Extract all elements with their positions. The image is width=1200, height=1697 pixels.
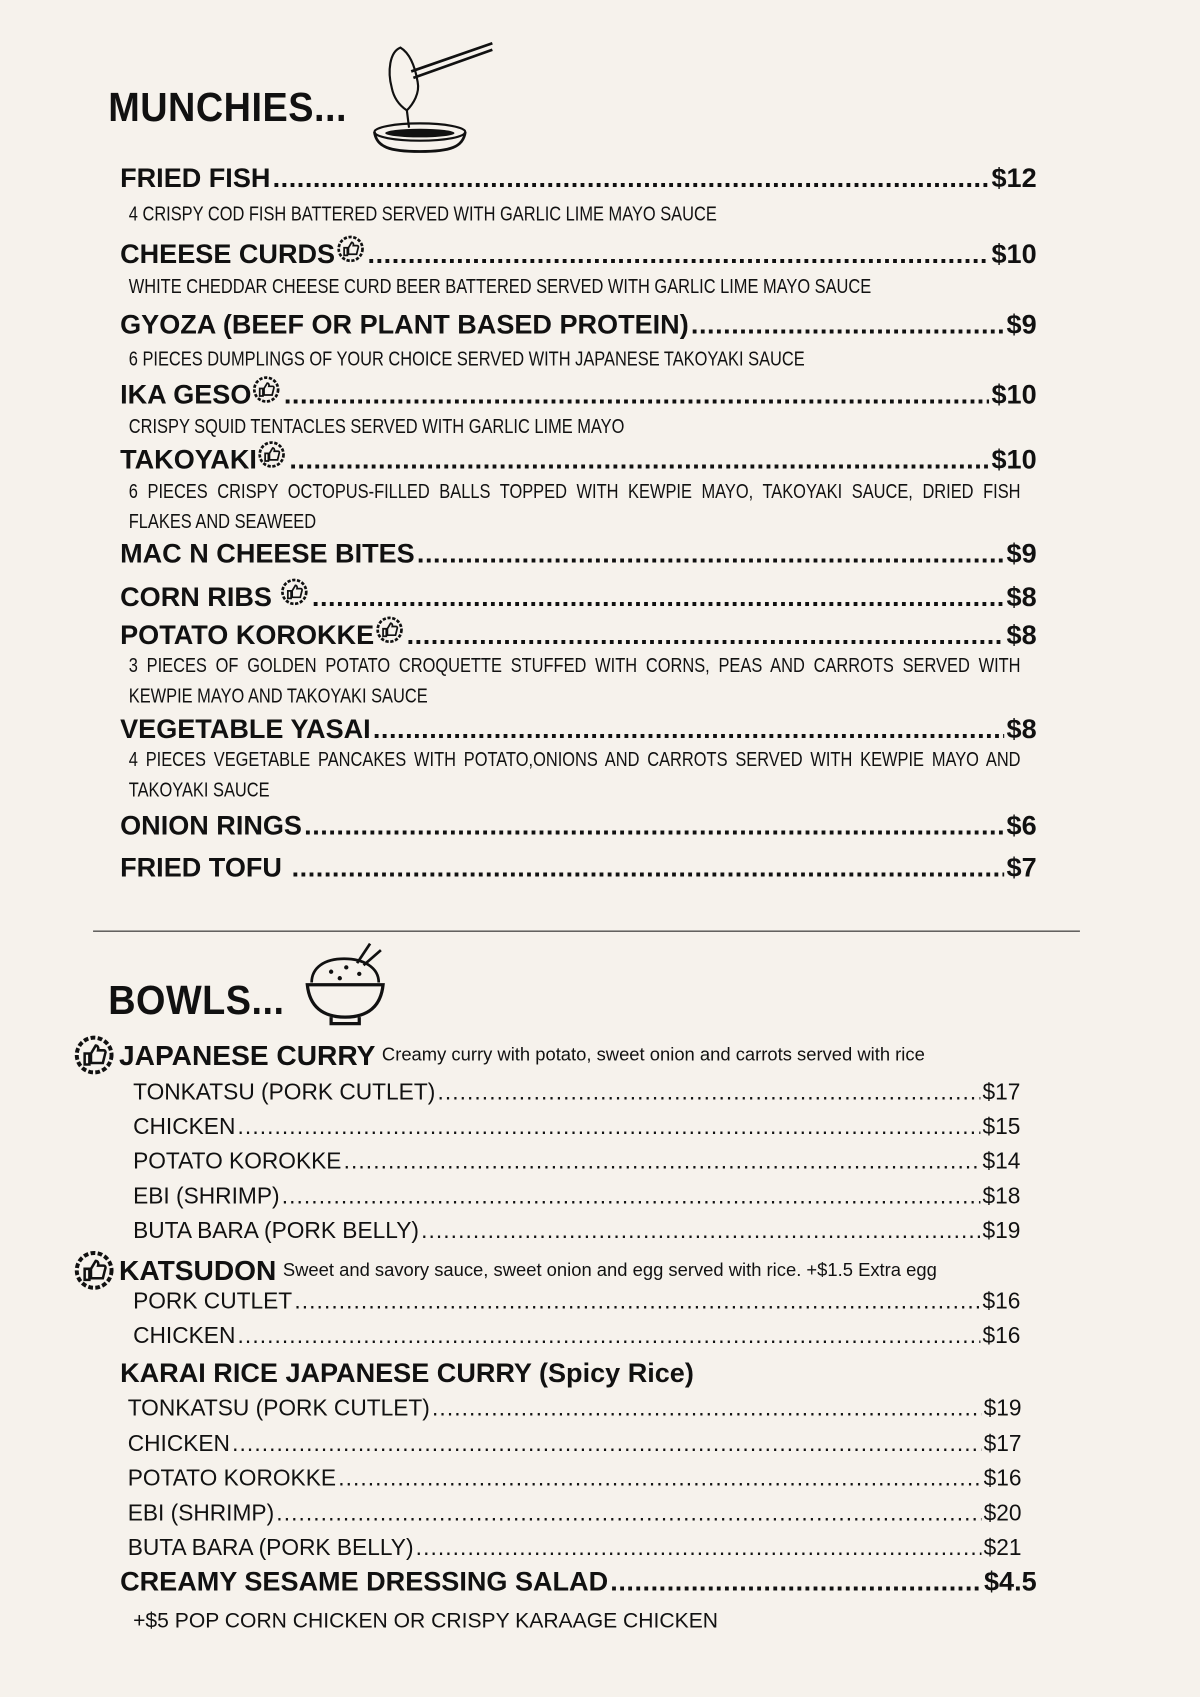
option-price: $21 xyxy=(983,1535,1022,1561)
option-row xyxy=(133,1320,1020,1352)
menu-item-sesame-salad xyxy=(120,1566,1037,1598)
item-name: GYOZA (BEEF OR PLANT BASED PROTEIN) xyxy=(120,309,689,340)
option-row xyxy=(128,1393,1022,1425)
dot-leader xyxy=(292,852,1005,884)
thumbs-up-badge-icon xyxy=(258,440,286,468)
item-price: $10 xyxy=(991,444,1037,473)
bowl-group-katsudon xyxy=(74,1252,937,1289)
option-name: BUTA BARA (PORK BELLY) xyxy=(133,1218,419,1244)
option-name: POTATO KOROKKE xyxy=(133,1149,342,1175)
item-price: $9 xyxy=(1006,538,1037,570)
item-price: $12 xyxy=(991,163,1037,194)
dot-leader xyxy=(417,538,1004,570)
thumbs-up-badge-icon xyxy=(336,235,364,263)
item-name: CREAMY SESAME DRESSING SALAD xyxy=(120,1566,609,1598)
thumbs-up-badge-icon xyxy=(281,578,309,606)
option-price: $16 xyxy=(982,1323,1021,1349)
option-name: CHICKEN xyxy=(127,1431,230,1457)
group-description: Sweet and savory sauce, sweet onion and egg served with rice. +$1.5 Extra egg xyxy=(282,1259,937,1281)
thumbs-up-badge-icon xyxy=(74,1034,115,1075)
option-price: $15 xyxy=(982,1114,1021,1140)
dot-leader xyxy=(284,379,989,408)
dot-leader xyxy=(416,1532,982,1564)
menu-item-cheese-curds xyxy=(120,235,1037,267)
item-name: TAKOYAKI xyxy=(120,444,257,473)
option-price: $18 xyxy=(982,1183,1021,1209)
option-name: PORK CUTLET xyxy=(133,1288,293,1314)
rice-bowl-icon xyxy=(303,939,390,1028)
item-price: $6 xyxy=(1006,810,1037,841)
option-row xyxy=(133,1286,1020,1318)
option-row xyxy=(128,1463,1022,1495)
item-price: $8 xyxy=(1006,582,1037,611)
menu-item-onion-rings xyxy=(120,809,1037,841)
item-price: $10 xyxy=(991,379,1037,408)
dot-leader xyxy=(294,1286,980,1318)
option-price: $14 xyxy=(982,1149,1021,1175)
option-row xyxy=(133,1077,1020,1109)
menu-item-fried-fish xyxy=(120,162,1037,194)
option-name: CHICKEN xyxy=(133,1323,236,1349)
salad-addon: +$5 POP CORN CHICKEN OR CRISPY KARAAGE CHICKEN xyxy=(133,1609,719,1633)
option-row xyxy=(133,1181,1020,1213)
option-row xyxy=(133,1215,1020,1247)
item-name: CHEESE CURDS xyxy=(120,239,336,268)
item-description: 3 PIECES OF GOLDEN POTATO CROQUETTE STUFFED WITH CORNS, PEAS AND CARROTS SERVED WITH KEWPIE MAYO AND TAKOYAKI SAUCE xyxy=(128,653,1021,707)
option-name: TONKATSU (PORK CUTLET) xyxy=(127,1395,430,1421)
item-description: 6 PIECES DUMPLINGS OF YOUR CHOICE SERVED WITH JAPANESE TAKOYAKI SAUCE xyxy=(128,347,805,371)
option-row xyxy=(133,1146,1020,1178)
option-name: EBI (SHRIMP) xyxy=(133,1183,280,1209)
group-title: KATSUDON xyxy=(119,1253,277,1287)
item-description: 4 CRISPY COD FISH BATTERED SERVED WITH GARLIC LIME MAYO SAUCE xyxy=(128,202,717,226)
item-price: $7 xyxy=(1006,852,1037,883)
bowl-group-japanese-curry xyxy=(74,1037,925,1074)
menu-item-ika-geso xyxy=(120,375,1037,407)
menu-item-fried-tofu xyxy=(120,852,1037,884)
item-price: $4.5 xyxy=(983,1566,1037,1598)
option-price: $19 xyxy=(982,1218,1021,1244)
option-price: $19 xyxy=(983,1395,1022,1421)
dot-leader xyxy=(304,809,1004,841)
thumbs-up-badge-icon xyxy=(74,1250,115,1291)
option-price: $17 xyxy=(982,1079,1021,1105)
option-row xyxy=(128,1498,1022,1530)
item-description: 6 PIECES CRISPY OCTOPUS-FILLED BALLS TOPPED WITH KEWPIE MAYO, TAKOYAKI SAUCE, DRIED FISH FLAKES AND SEAWEED xyxy=(128,479,1021,533)
dot-leader xyxy=(312,581,1004,610)
option-row xyxy=(128,1532,1022,1564)
dot-leader xyxy=(368,238,990,267)
option-price: $20 xyxy=(983,1500,1022,1526)
option-name: CHICKEN xyxy=(133,1114,236,1140)
dot-leader xyxy=(289,444,989,473)
option-name: TONKATSU (PORK CUTLET) xyxy=(133,1079,436,1105)
item-name: POTATO KOROKKE xyxy=(120,620,375,649)
dot-leader xyxy=(273,162,990,194)
item-description: CRISPY SQUID TENTACLES SERVED WITH GARLIC LIME MAYO xyxy=(128,414,625,438)
item-price: $8 xyxy=(1006,620,1037,649)
menu-item-potato-korokke xyxy=(120,616,1037,648)
dot-leader xyxy=(437,1077,980,1109)
bowls-title: BOWLS... xyxy=(108,978,285,1024)
bowl-group-karai: KARAI RICE JAPANESE CURRY (Spicy Rice) xyxy=(120,1358,694,1389)
item-name: IKA GESO xyxy=(120,379,252,408)
dot-leader xyxy=(344,1146,981,1178)
dot-leader xyxy=(691,308,1004,340)
item-name: FRIED TOFU xyxy=(120,852,282,883)
dot-leader xyxy=(421,1215,980,1247)
dot-leader xyxy=(232,1428,981,1460)
dot-leader xyxy=(282,1181,981,1213)
option-price: $16 xyxy=(983,1466,1022,1492)
item-name: MAC N CHEESE BITES xyxy=(120,538,415,570)
menu-item-vegetable-yasai xyxy=(120,713,1037,745)
group-description: Creamy curry with potato, sweet onion and carrots served with rice xyxy=(381,1044,925,1065)
item-price: $10 xyxy=(991,239,1037,268)
option-price: $16 xyxy=(982,1288,1021,1314)
item-price: $8 xyxy=(1006,714,1037,745)
dot-leader xyxy=(238,1320,981,1352)
section-divider xyxy=(93,931,1080,932)
group-title: JAPANESE CURRY xyxy=(119,1038,376,1071)
menu-item-corn-ribs xyxy=(120,578,1037,610)
option-name: BUTA BARA (PORK BELLY) xyxy=(127,1535,414,1561)
item-name: FRIED FISH xyxy=(120,163,271,194)
thumbs-up-badge-icon xyxy=(252,375,280,403)
option-name: EBI (SHRIMP) xyxy=(127,1500,275,1526)
menu-item-gyoza xyxy=(120,308,1037,340)
dot-leader xyxy=(610,1566,982,1598)
option-name: POTATO KOROKKE xyxy=(127,1466,337,1492)
item-description: WHITE CHEDDAR CHEESE CURD BEER BATTERED SERVED WITH GARLIC LIME MAYO SAUCE xyxy=(128,274,872,298)
option-row xyxy=(133,1111,1020,1143)
menu-item-takoyaki xyxy=(120,440,1037,472)
dot-leader xyxy=(432,1393,981,1425)
dot-leader xyxy=(373,713,1005,745)
dot-leader xyxy=(276,1498,981,1530)
menu-item-mac-n-cheese-bites xyxy=(120,538,1037,570)
dumpling-chopsticks-sauce-icon xyxy=(368,39,498,158)
item-name: VEGETABLE YASAI xyxy=(120,714,371,745)
item-description: 4 PIECES VEGETABLE PANCAKES WITH POTATO,ONIONS AND CARROTS SERVED WITH KEWPIE MAYO AND TAKOYAKI SAUCE xyxy=(128,747,1021,801)
option-price: $17 xyxy=(983,1431,1022,1457)
dot-leader xyxy=(338,1463,981,1495)
item-name: CORN RIBS xyxy=(120,582,272,611)
dot-leader xyxy=(407,619,1005,648)
dot-leader xyxy=(238,1111,981,1143)
option-row xyxy=(128,1428,1022,1460)
munchies-title: MUNCHIES... xyxy=(108,85,347,131)
item-name: ONION RINGS xyxy=(120,810,302,841)
item-price: $9 xyxy=(1006,309,1037,340)
thumbs-up-badge-icon xyxy=(375,616,403,644)
